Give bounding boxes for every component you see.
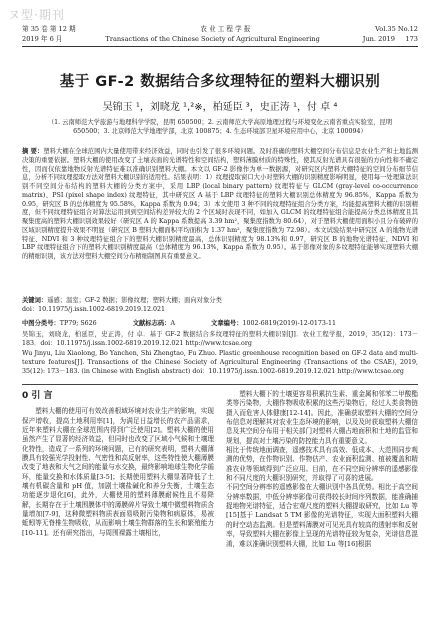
paper-title: 基于 GF-2 数据结合多纹理特征的塑料大棚识别 — [59, 74, 381, 90]
abstract-text: 塑料大棚在全球范围内大量使用带来经济效益，同时也引发了很多环境问题。及时准确的塑料大棚空间分布信息是农业生产和土地监测决策的重要依据。塑料大棚的使用改变了土壤表面的光谱特性和空间结构，塑料薄膜材质的特殊性，使其反射光谱具有很强的方向性和不确定性，因而仅依靠地物反射光谱特征难以准确识别塑料大棚。本文以 GF-2 影像作为单一数据源，对研究区内塑料大棚特征的空间分布细节信息，分析不同纹理提取方法对塑料大棚识别的适用性。结果表明：1）纹理提取窗口大小对塑料大棚的识别精度影响明显，使用每一处理算法识别不同空间分布结构的塑料大棚的分类方案中，采用 LBP (local binary pattern) 纹理特征与 GLCM (gray-level co-occurrence matrix)、PSI (pixel shape index) 纹理特征，其中研究区 A 基于 LBP 纹理特征的塑料大棚识别总体精度为 96.85%，Kappa 系数为 0.95，研究区 B 的总体精度为 95.58%，Kappa 系数为 0.94；3）本文使用 3 种不同的纹理特征组合分类方案，均能提高塑料大棚的识别精度，但不同纹理特征组合对算法运用到到空间结构差异较大的 2 个区域时表现不同，如加入 GLCM 的纹理特征组合能提高分类总体精度且其聚集度高的塑料大棚识别效果较好（研究区 A 的 Kappa 系数提高 3.39 hm²，聚集度指数为 80.64），对于塑料大棚使用面积小且分布破碎的区域识别精度提升效果不明显（研究区 B 塑料大棚面积平均面积为 1.37 hm²，聚集度指数为 72.98）。本文试验结果中研究区 A 的地物光谱特征、NDVI 和 3 种纹理特征组合下的塑料大棚识别精度最高，总体识别精度为 98.13%和 0.97，研究区 B 的地物光谱特征、NDVI 和 LBP 纹理特征组合下的塑料大棚识别精度最高（总体精度为 96.13%，Kappa 系数为 0.95）。基于影像对象的多纹理特征能够实现塑料大棚的精细识别，该方法对塑料大棚空间分布精细制图具有重要意义。 — [22, 148, 418, 260]
watermark: ヌ型·期刊 — [8, 8, 65, 22]
journal-name-cn: 农 业 工 程 学 报 — [200, 25, 251, 33]
abstract — [22, 148, 418, 262]
header-row-cn — [22, 24, 418, 34]
date-page — [363, 34, 418, 44]
header-rule — [22, 46, 418, 47]
section-separator — [22, 384, 418, 385]
doc-code: 文献标志码：A — [132, 320, 176, 327]
clc-code: 中图分类号：TP79; S626 — [22, 320, 97, 327]
citation-en: Wu Jinyu, Liu Xiaolong, Bo Yanchen, Shi Zhengtao, Fu Zhuo. Plastic greenhouse recognition based on GF-2 data and multi-texture features[J]. Transactions of the Chinese Society of Agricultural Engineering (Transactions of the CSAE), 2019, 35(12): 173－183. (in Chinese with English abstract) doi：10.11975/j.issn.1002-6819.2019.12.021 http://www.tcsae.org — [22, 350, 418, 375]
header-row-en — [22, 34, 418, 44]
intro-paragraph: 塑料大棚的使用可有效改善根域环境对农业生产的影响，实现保产增收，提高土地利用率[1]，为满足日益增长的农产品需求，近年来塑料大棚在全球范围内得到广泛使用[2]。塑料大棚的使用虽然产生了显著的经济效益，但同时也改变了区域小气候和土壤理化特性，造成了一系列的环境问题，已有的研究表明，塑料大棚薄膜具有较强光学投射性、气密性和高反射率，这些特性使大棚薄膜改变了地表和大气之间的能量与水交换，最终影响地球生物化学循环，能量交换和水体质量[3-5]；长期使用塑料大棚显著降低了土壤有机碳含量和 pH 值，加剧土壤盐碱化和养分失衡，土壤生态功能逐步退化[6]，此外，大棚使用的塑料薄膜耐候性且不易降解，长期存在于土壤围膜体中的薄膜碎片导致土壤中微塑料物质含量增加[7-9]，这种微塑料物质表面易吸附污染物和病原体，易被蚯蚓等无脊椎生物吸收，从而影响土壤生物群落的生长和繁殖能力[10-11]。还有研究指出，与周围裸露土壤相比， — [22, 407, 214, 537]
affiliations: （1. 云南师范大学旅游与地理科学学院，昆明 650500；2. 云南师范大学高原地理过程与环境变化云南省重点实验室，昆明 650500；3. 北京师范大学地理学部，北京 100875；4. 生态环境部卫星环境应用中心，北京 100094） — [47, 119, 393, 135]
abstract-label: 摘 要： — [22, 148, 44, 155]
page-number: 173 — [405, 35, 418, 43]
article-number: 文章编号：1002-6819(2019)-12-0173-11 — [211, 320, 337, 327]
section-heading: 0 引 言 — [22, 391, 53, 401]
journal-name-en: Transactions of the Chinese Society of Agricultural Engineering — [105, 35, 320, 43]
body-column-left — [22, 390, 214, 624]
intro-paragraph-continued: 塑料大棚下的土壤更容易积累抗生素、重金属和邻苯二甲酸酯类等污染物，大棚作物吸收积累的这些污染物后，经过人类食物链摄入而危害人体健康[12-14]。因此，准确获取塑料大棚的空间分布信息对理解其对农业生态环境的影响，以及及时获取塑料大棚信息及其空间分布用于相关部门对塑料大棚占地面积和土地的监管和规划，提高对土壤污染的防控能力具有重要意义。 相比于传统地面调查，遥感技术具有高效、低成本、大范围同步观测的优势，在作物识别、作物估产、农业面积监测、植被覆盖和精准农业等领域得到广泛应用。目前，在不同空间分辨率的遥感影像和不同尺度的大棚识别研究，并取得了可喜的进展。 不同空间分辨率的遥感影像在大棚识别中各具优势。相比于高空间分辨率数据，中低分辨率影像可获得较长时间序列数据，能准确捕捉地物光谱特征，适合宏观尺度的塑料大棚提取研究，比如 Lu 等[15]基于 Landsat 5 TM 影像的光谱特征，实现大面积塑料大棚的时空动态监测。但是塑料薄膜对可见光具有较高的透射率和反射率，导致塑料大棚在影像上呈现的光谱特征较为复杂，光谱信息混淆，难以准确识别塑料大棚，比如 Lu 等[16]根据 — [226, 390, 418, 548]
volume-label: Vol.35 No.12 — [375, 25, 418, 33]
keywords — [22, 296, 418, 314]
date-label: Jun. 2019 — [362, 35, 395, 43]
keywords-text: 遥感；温室；GF-2 数据；影像纹理；塑料大棚；面向对象分类 — [47, 297, 222, 304]
issue-label: 第 35 卷 第 12 期 — [22, 25, 76, 33]
journal-header — [22, 24, 418, 47]
author-list: 吴锦玉 ¹，刘晓龙 ¹,²※，柏延臣 ³，史正涛 ¹，付 卓 ⁴ — [102, 102, 338, 113]
citation-cn: 吴锦玉，刘晓龙，柏延臣，史正涛，付 卓．基于 GF-2 数据结合多纹理特征的塑料大棚识别[J]．农业工程学报，2019，35(12)：173－183．doi：10.11975/j.issn.1002-6819.2019.12.021 http://www.tcsae.org — [22, 331, 418, 347]
classification-codes — [22, 318, 418, 327]
body-column-right — [226, 390, 418, 624]
doi-text: doi：10.11975/j.issn.1002-6819.2019.12.021 — [22, 306, 166, 313]
year-label: 2019 年 6 月 — [22, 35, 63, 43]
keywords-label: 关键词： — [22, 297, 48, 304]
